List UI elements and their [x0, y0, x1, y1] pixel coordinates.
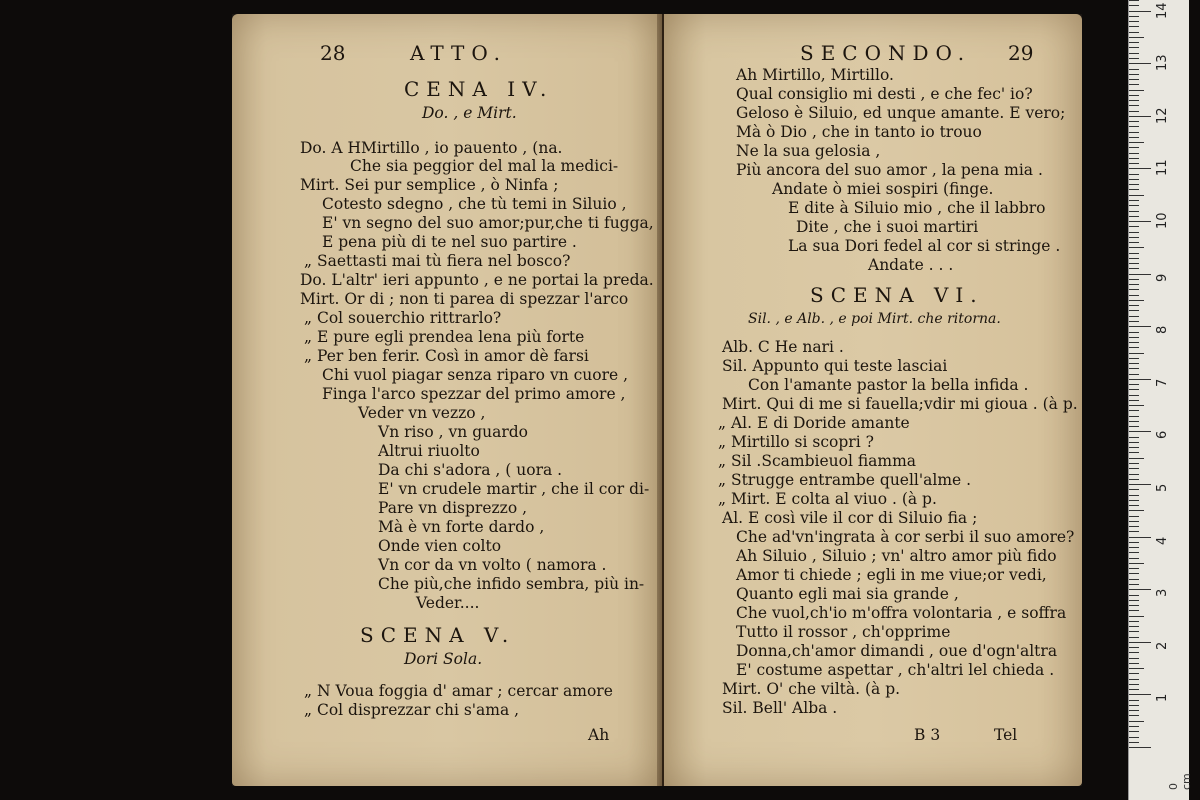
- ruler-tick: [1129, 268, 1139, 269]
- scene-cast: Do. , e Mirt.: [422, 104, 517, 122]
- catchword: Ah: [588, 726, 610, 744]
- ruler-tick: [1129, 605, 1139, 606]
- ruler-tick: [1129, 421, 1139, 422]
- scene-title: SCENA V.: [360, 623, 516, 647]
- ruler-tick: [1129, 516, 1139, 517]
- ruler-number: 2: [1155, 641, 1170, 650]
- text-line: „ Saettasti mai tù fiera nel bosco?: [304, 252, 571, 270]
- ruler-tick: [1129, 295, 1139, 296]
- ruler-tick: [1129, 479, 1139, 480]
- ruler-tick: [1129, 53, 1139, 54]
- ruler-tick: [1129, 42, 1139, 43]
- ruler-tick: [1129, 563, 1144, 564]
- ruler-tick: [1129, 710, 1139, 711]
- ruler-tick: [1129, 137, 1139, 138]
- text-line: Più ancora del suo amor , la pena mia .: [736, 161, 1043, 179]
- ruler-tick: [1129, 558, 1139, 559]
- ruler-tick: [1129, 126, 1139, 127]
- left-page: [232, 14, 662, 786]
- text-line: Ne la sua gelosia ,: [736, 142, 881, 160]
- text-line: E pena più di te nel suo partire .: [322, 233, 577, 251]
- ruler-tick: [1129, 410, 1139, 411]
- book-spread: [232, 14, 1082, 786]
- ruler-number: 11: [1155, 159, 1170, 177]
- text-line: Onde vien colto: [378, 537, 502, 555]
- ruler-tick: [1129, 542, 1139, 543]
- ruler-tick: [1129, 537, 1151, 538]
- ruler-tick: [1129, 368, 1139, 369]
- text-line: Amor ti chiede ; egli in me viue;or vedi,: [736, 566, 1047, 584]
- running-head: ATTO.: [410, 41, 507, 65]
- ruler-tick: [1129, 221, 1151, 222]
- ruler-tick: [1129, 458, 1144, 459]
- ruler-number: 7: [1155, 378, 1170, 387]
- ruler-tick: [1129, 505, 1139, 506]
- ruler-tick: [1129, 400, 1139, 401]
- ruler-tick: [1129, 547, 1139, 548]
- ruler-tick: [1129, 132, 1139, 133]
- scene-title: CENA IV.: [404, 77, 554, 101]
- ruler-tick: [1129, 347, 1139, 348]
- ruler-tick: [1129, 694, 1151, 695]
- ruler-tick: [1129, 63, 1151, 64]
- ruler-tick: [1129, 184, 1139, 185]
- ruler-number: 1: [1155, 694, 1170, 703]
- ruler-tick: [1129, 579, 1139, 580]
- ruler-tick: [1129, 395, 1139, 396]
- text-line: Do. A HMirtillo , io pauento , (na.: [300, 139, 563, 157]
- text-line: Mirt. Sei pur semplice , ò Ninfa ;: [300, 176, 559, 194]
- ruler-tick: [1129, 21, 1139, 22]
- ruler-tick: [1129, 189, 1139, 190]
- text-line: Andate ò miei sospiri (finge.: [772, 180, 994, 198]
- text-line: Geloso è Siluio, ed unque amante. E vero;: [736, 104, 1066, 122]
- ruler-tick: [1129, 705, 1139, 706]
- ruler-tick: [1129, 11, 1151, 12]
- ruler-tick: [1129, 95, 1139, 96]
- ruler-tick: [1129, 205, 1139, 206]
- text-line: „ Per ben ferir. Così in amor dè farsi: [304, 347, 589, 365]
- ruler-tick: [1129, 568, 1139, 569]
- ruler-tick: [1129, 26, 1139, 27]
- ruler-tick: [1129, 495, 1139, 496]
- text-line: E dite à Siluio mio , che il labbro: [788, 199, 1046, 217]
- running-head: SECONDO.: [800, 41, 972, 65]
- ruler-tick: [1129, 531, 1139, 532]
- ruler-tick: [1129, 610, 1139, 611]
- ruler-tick: [1129, 84, 1139, 85]
- ruler-tick: [1129, 200, 1139, 201]
- ruler-tick: [1129, 552, 1139, 553]
- text-line: Sil. Bell' Alba .: [722, 699, 838, 717]
- ruler-tick: [1129, 747, 1151, 748]
- ruler-tick: [1129, 668, 1144, 669]
- ruler-tick: [1129, 147, 1139, 148]
- ruler-tick: [1129, 216, 1139, 217]
- ruler-tick: [1129, 684, 1139, 685]
- ruler-tick: [1129, 626, 1139, 627]
- ruler-tick: [1129, 584, 1139, 585]
- text-line: Vn cor da vn volto ( namora .: [378, 556, 607, 574]
- ruler-tick: [1129, 358, 1139, 359]
- ruler-tick: [1129, 474, 1139, 475]
- text-line: „ E pure egli prendea lena più forte: [304, 328, 585, 346]
- ruler-tick: [1129, 431, 1151, 432]
- text-line: „ Strugge entrambe quell'alme .: [718, 471, 972, 489]
- ruler-tick: [1129, 153, 1139, 154]
- text-line: „ Sil .Scambieuol fiamma: [718, 452, 917, 470]
- ruler-tick: [1129, 195, 1144, 196]
- ruler-tick: [1129, 463, 1139, 464]
- ruler-tick: [1129, 389, 1139, 390]
- right-page: [664, 14, 1082, 786]
- text-line: Mà ò Dio , che in tanto io trouo: [736, 123, 982, 141]
- scene-cast: Sil. , e Alb. , e poi Mirt. che ritorna.: [748, 311, 1001, 327]
- ruler-tick: [1129, 379, 1151, 380]
- text-line: „ Col disprezzar chi s'ama ,: [304, 701, 520, 719]
- ruler-tick: [1129, 484, 1151, 485]
- text-line: Sil. Appunto qui teste lasciai: [722, 357, 948, 375]
- ruler-tick: [1129, 300, 1144, 301]
- ruler-tick: [1129, 742, 1139, 743]
- ruler-tick: [1129, 32, 1139, 33]
- ruler-tick: [1129, 426, 1139, 427]
- text-line: La sua Dori fedel al cor si stringe .: [788, 237, 1061, 255]
- ruler-tick: [1129, 726, 1139, 727]
- ruler-tick: [1129, 263, 1139, 264]
- ruler-tick: [1129, 442, 1139, 443]
- ruler-number: 8: [1155, 325, 1170, 335]
- ruler-tick: [1129, 652, 1139, 653]
- ruler-tick: [1129, 142, 1144, 143]
- ruler-tick: [1129, 637, 1139, 638]
- text-line: Che ad'vn'ingrata à cor serbi il suo amore?: [736, 528, 1075, 546]
- text-line: Veder....: [416, 594, 480, 612]
- ruler-tick: [1129, 174, 1139, 175]
- ruler-tick: [1129, 105, 1139, 106]
- ruler-tick: [1129, 116, 1151, 117]
- ruler-number: 3: [1155, 588, 1170, 598]
- text-line: Dite , che i suoi martiri: [796, 218, 979, 236]
- text-line: Mirt. O' che viltà. (à p.: [722, 680, 901, 698]
- ruler-number: 12: [1155, 107, 1170, 124]
- text-line: Che vuol,ch'io m'offra volontaria , e soffra: [736, 604, 1067, 622]
- text-line: „ Mirtillo si scopri ?: [718, 433, 874, 451]
- text-line: Alb. C He nari .: [722, 338, 844, 356]
- text-line: Altrui riuolto: [378, 442, 480, 460]
- text-line: Pare vn disprezzo ,: [378, 499, 528, 517]
- ruler-tick: [1129, 79, 1139, 80]
- ruler-tick: [1129, 689, 1139, 690]
- ruler-tick: [1129, 721, 1144, 722]
- text-line: E' costume aspettar , ch'altri lel chieda .: [736, 661, 1055, 679]
- text-line: Che più,che infido sembra, più in-: [378, 575, 645, 593]
- ruler-tick: [1129, 447, 1139, 448]
- scene-title: SCENA VI.: [810, 283, 984, 307]
- text-line: Che sia peggior del mal la medici-: [350, 157, 619, 175]
- ruler-tick: [1129, 5, 1139, 6]
- text-line: „ Col souerchio rittrarlo?: [304, 309, 502, 327]
- ruler-tick: [1129, 673, 1139, 674]
- ruler-tick: [1129, 452, 1139, 453]
- ruler-tick: [1129, 342, 1139, 343]
- ruler-number: 9: [1155, 273, 1170, 282]
- ruler-tick: [1129, 510, 1144, 511]
- ruler-tick: [1129, 247, 1144, 248]
- ruler-unit-label: 0 cm: [1167, 773, 1193, 790]
- ruler-tick: [1129, 310, 1139, 311]
- ruler-tick: [1129, 489, 1139, 490]
- measuring-ruler: [1128, 0, 1193, 800]
- ruler-tick: [1129, 100, 1139, 101]
- ruler-tick: [1129, 279, 1139, 280]
- ruler-tick: [1129, 595, 1139, 596]
- text-line: „ Al. E di Doride amante: [718, 414, 910, 432]
- text-line: Qual consiglio mi desti , e che fec' io?: [736, 85, 1033, 103]
- ruler-tick: [1129, 679, 1139, 680]
- text-line: „ Mirt. E colta al viuo . (à p.: [718, 490, 937, 508]
- ruler-tick: [1129, 316, 1139, 317]
- ruler-tick: [1129, 405, 1144, 406]
- ruler-number: 4: [1155, 536, 1170, 545]
- ruler-tick: [1129, 631, 1139, 632]
- ruler-tick: [1129, 58, 1139, 59]
- ruler-tick: [1129, 521, 1139, 522]
- ruler-tick: [1129, 642, 1151, 643]
- text-line: Veder vn vezzo ,: [358, 404, 486, 422]
- ruler-tick: [1129, 274, 1151, 275]
- ruler-number: 13: [1155, 54, 1170, 72]
- ruler-tick: [1129, 258, 1139, 259]
- text-line: „ N Voua foggia d' amar ; cercar amore: [304, 682, 613, 700]
- ruler-tick: [1129, 384, 1139, 385]
- ruler-tick: [1129, 589, 1151, 590]
- catchword: Tel: [994, 726, 1018, 744]
- ruler-tick: [1129, 715, 1139, 716]
- text-line: Da chi s'adora , ( uora .: [378, 461, 563, 479]
- ruler-tick: [1129, 332, 1139, 333]
- ruler-tick: [1129, 353, 1144, 354]
- text-line: Andate . . .: [868, 256, 954, 274]
- ruler-tick: [1129, 158, 1139, 159]
- ruler-tick: [1129, 663, 1139, 664]
- text-line: Mirt. Qui di me si fauella;vdir mi gioua . (à p.: [722, 395, 1078, 413]
- ruler-tick: [1129, 0, 1139, 1]
- ruler-tick: [1129, 305, 1139, 306]
- ruler-tick: [1129, 363, 1139, 364]
- text-line: Donna,ch'amor dimandi , oue d'ogn'altra: [736, 642, 1058, 660]
- ruler-tick: [1129, 658, 1139, 659]
- ruler-tick: [1129, 416, 1139, 417]
- text-line: Ah Mirtillo, Mirtillo.: [736, 66, 894, 84]
- ruler-number: 6: [1155, 431, 1170, 440]
- text-line: Con l'amante pastor la bella infida .: [748, 376, 1029, 394]
- ruler-number: 10: [1155, 212, 1170, 229]
- ruler-tick: [1129, 47, 1139, 48]
- ruler-tick: [1129, 731, 1139, 732]
- scene-cast: Dori Sola.: [404, 650, 483, 668]
- page-number: 28: [320, 41, 346, 65]
- ruler-tick: [1129, 163, 1139, 164]
- text-line: Mirt. Or di ; non ti parea di spezzar l'arco: [300, 290, 629, 308]
- text-line: Finga l'arco spezzar del primo amore ,: [322, 385, 626, 403]
- text-line: Ah Siluio , Siluio ; vn' altro amor più fido: [736, 547, 1057, 565]
- ruler-tick: [1129, 437, 1139, 438]
- ruler-tick: [1129, 211, 1139, 212]
- text-line: Do. L'altr' ieri appunto , e ne portai la preda.: [300, 271, 654, 289]
- ruler-tick: [1129, 337, 1139, 338]
- ruler-tick: [1129, 700, 1139, 701]
- ruler-tick: [1129, 468, 1139, 469]
- ruler-tick: [1129, 111, 1139, 112]
- ruler-tick: [1129, 232, 1139, 233]
- ruler-tick: [1129, 573, 1139, 574]
- ruler-tick: [1129, 179, 1139, 180]
- ruler-tick: [1129, 374, 1139, 375]
- ruler-tick: [1129, 326, 1151, 327]
- ruler-tick: [1129, 647, 1139, 648]
- text-line: Quanto egli mai sia grande ,: [736, 585, 959, 603]
- ruler-tick: [1129, 90, 1144, 91]
- ruler-tick: [1129, 226, 1139, 227]
- ruler-tick: [1129, 16, 1139, 17]
- ruler-tick: [1129, 253, 1139, 254]
- ruler-tick: [1129, 168, 1151, 169]
- ruler-tick: [1129, 284, 1139, 285]
- ruler-tick: [1129, 321, 1139, 322]
- ruler-tick: [1129, 621, 1139, 622]
- ruler-tick: [1129, 289, 1139, 290]
- ruler-tick: [1129, 121, 1139, 122]
- text-line: Tutto il rossor , ch'opprime: [736, 623, 951, 641]
- ruler-number: 5: [1155, 483, 1170, 492]
- ruler-tick: [1129, 600, 1139, 601]
- text-line: Chi vuol piagar senza riparo vn cuore ,: [322, 366, 629, 384]
- ruler-tick: [1129, 242, 1139, 243]
- ruler-tick: [1129, 69, 1139, 70]
- ruler-tick: [1129, 737, 1139, 738]
- ruler-tick: [1129, 526, 1139, 527]
- ruler-tick: [1129, 500, 1139, 501]
- ruler-tick: [1129, 237, 1139, 238]
- text-line: E' vn segno del suo amor;pur,che ti fugga,: [322, 214, 654, 232]
- text-line: E' vn crudele martir , che il cor di-: [378, 480, 650, 498]
- signature-mark: B 3: [914, 726, 941, 744]
- ruler-number: 14: [1155, 2, 1170, 19]
- text-line: Vn riso , vn guardo: [378, 423, 529, 441]
- ruler-tick: [1129, 74, 1139, 75]
- text-line: Al. E così vile il cor di Siluio fia ;: [722, 509, 978, 527]
- text-line: Mà è vn forte dardo ,: [378, 518, 545, 536]
- text-line: Cotesto sdegno , che tù temi in Siluio ,: [322, 195, 627, 213]
- page-number: 29: [1008, 41, 1034, 65]
- ruler-tick: [1129, 37, 1144, 38]
- ruler-tick: [1129, 616, 1144, 617]
